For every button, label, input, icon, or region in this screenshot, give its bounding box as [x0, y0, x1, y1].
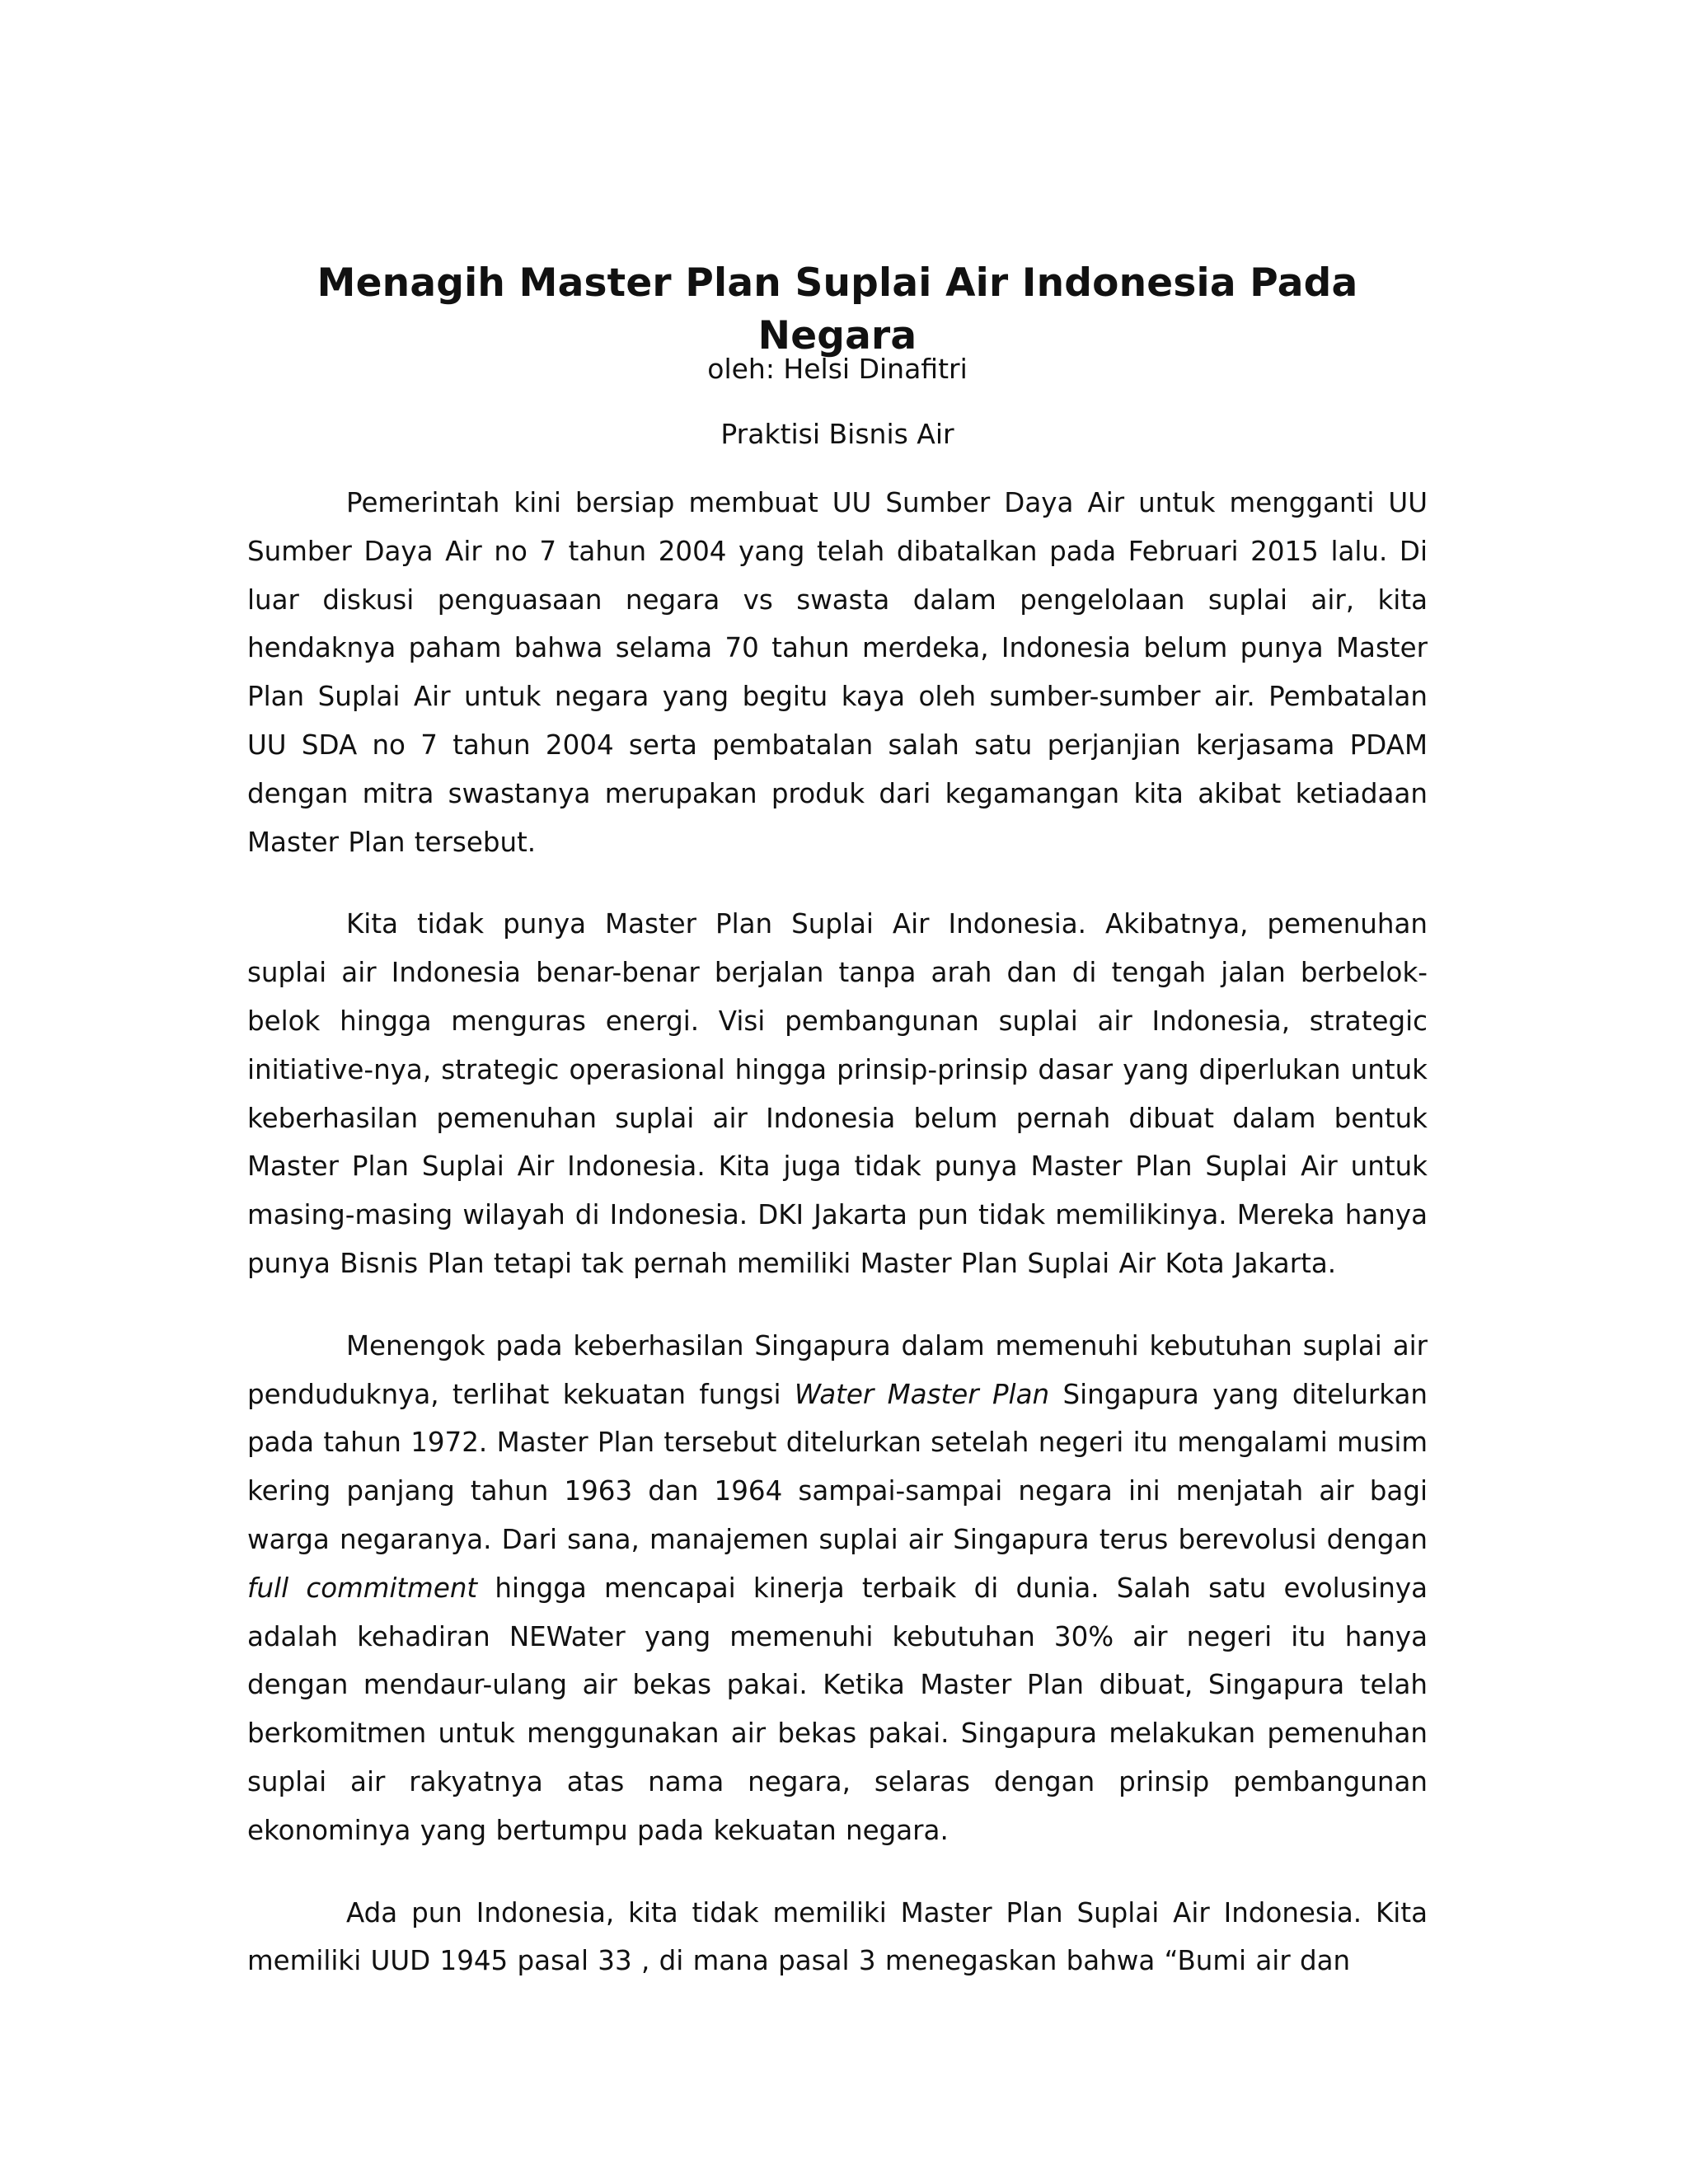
paragraph-3-text-c: hingga mencapai kinerja terbaik di dunia. Salah satu evolusinya adalah kehadiran NEWater yang memenuhi kebutuhan 30% air negeri itu hanya dengan mendaur-ulang air bekas pakai. Ketika Master Plan dibuat, Singapura telah berkomitmen untuk menggunakan air bekas pakai. Singapura melakukan pemenuhan suplai air rakyatnya atas nama negara, selaras dengan prinsip pembangunan ekonominya yang bertumpu pada kekuatan negara.: [247, 1572, 1428, 1846]
paragraph-3-text-b: Singapura yang ditelurkan pada tahun 1972. Master Plan tersebut ditelurkan setelah negeri itu mengalami musim kering panjang tahun 1963 dan 1964 sampai-sampai negara ini menjatah air bagi warga negaranya. Dari sana, manajemen suplai air Singapura terus berevolusi dengan: [247, 1378, 1428, 1555]
paragraph-1: [247, 479, 1428, 866]
author-line: oleh: Helsi Dinafitri: [707, 353, 968, 385]
article-body: [247, 479, 1428, 1985]
paragraph-2: [247, 900, 1428, 1287]
paragraph-3-emphasis-water-master-plan: Water Master Plan: [794, 1378, 1050, 1410]
paragraph-3: [247, 1322, 1428, 1855]
page-title: Menagih Master Plan Suplai Air Indonesia Pada Negara: [316, 260, 1358, 359]
paragraph-1-text: Pemerintah kini bersiap membuat UU Sumber Daya Air untuk mengganti UU Sumber Daya Air no 7 tahun 2004 yang telah dibatalkan pada Februari 2015 lalu. Di luar diskusi penguasaan negara vs swasta dalam pengelolaan suplai air, kita hendaknya paham bahwa selama 70 tahun merdeka, Indonesia belum punya Master Plan Suplai Air untuk negara yang begitu kaya oleh sumber-sumber air. Pembatalan UU SDA no 7 tahun 2004 serta pembatalan salah satu perjanjian kerjasama PDAM dengan mitra swastanya merupakan produk dari kegamangan kita akibat ketiadaan Master Plan tersebut.: [247, 487, 1428, 858]
author-role: Praktisi Bisnis Air: [720, 418, 954, 450]
paragraph-2-text: Kita tidak punya Master Plan Suplai Air Indonesia. Akibatnya, pemenuhan suplai air Indonesia benar-benar berjalan tanpa arah dan di tengah jalan berbelok-belok hingga menguras energi. Visi pembangunan suplai air Indonesia, strategic initiative-nya, strategic operasional hingga prinsip-prinsip dasar yang diperlukan untuk keberhasilan pemenuhan suplai air Indonesia belum pernah dibuat dalam bentuk Master Plan Suplai Air Indonesia. Kita juga tidak punya Master Plan Suplai Air untuk masing-masing wilayah di Indonesia. DKI Jakarta pun tidak memilikinya. Mereka hanya punya Bisnis Plan tetapi tak pernah memiliki Master Plan Suplai Air Kota Jakarta.: [247, 908, 1428, 1279]
paragraph-3-emphasis-full-commitment: full commitment: [247, 1572, 478, 1604]
paragraph-3-text-a: Menengok pada keberhasilan Singapura dalam memenuhi kebutuhan suplai air penduduknya, terlihat kekuatan fungsi: [247, 1329, 1428, 1410]
paragraph-4: [247, 1889, 1428, 1986]
paragraph-4-text: Ada pun Indonesia, kita tidak memiliki Master Plan Suplai Air Indonesia. Kita memiliki UUD 1945 pasal 33 , di mana pasal 3 menegaskan bahwa “Bumi air dan: [247, 1896, 1428, 1977]
